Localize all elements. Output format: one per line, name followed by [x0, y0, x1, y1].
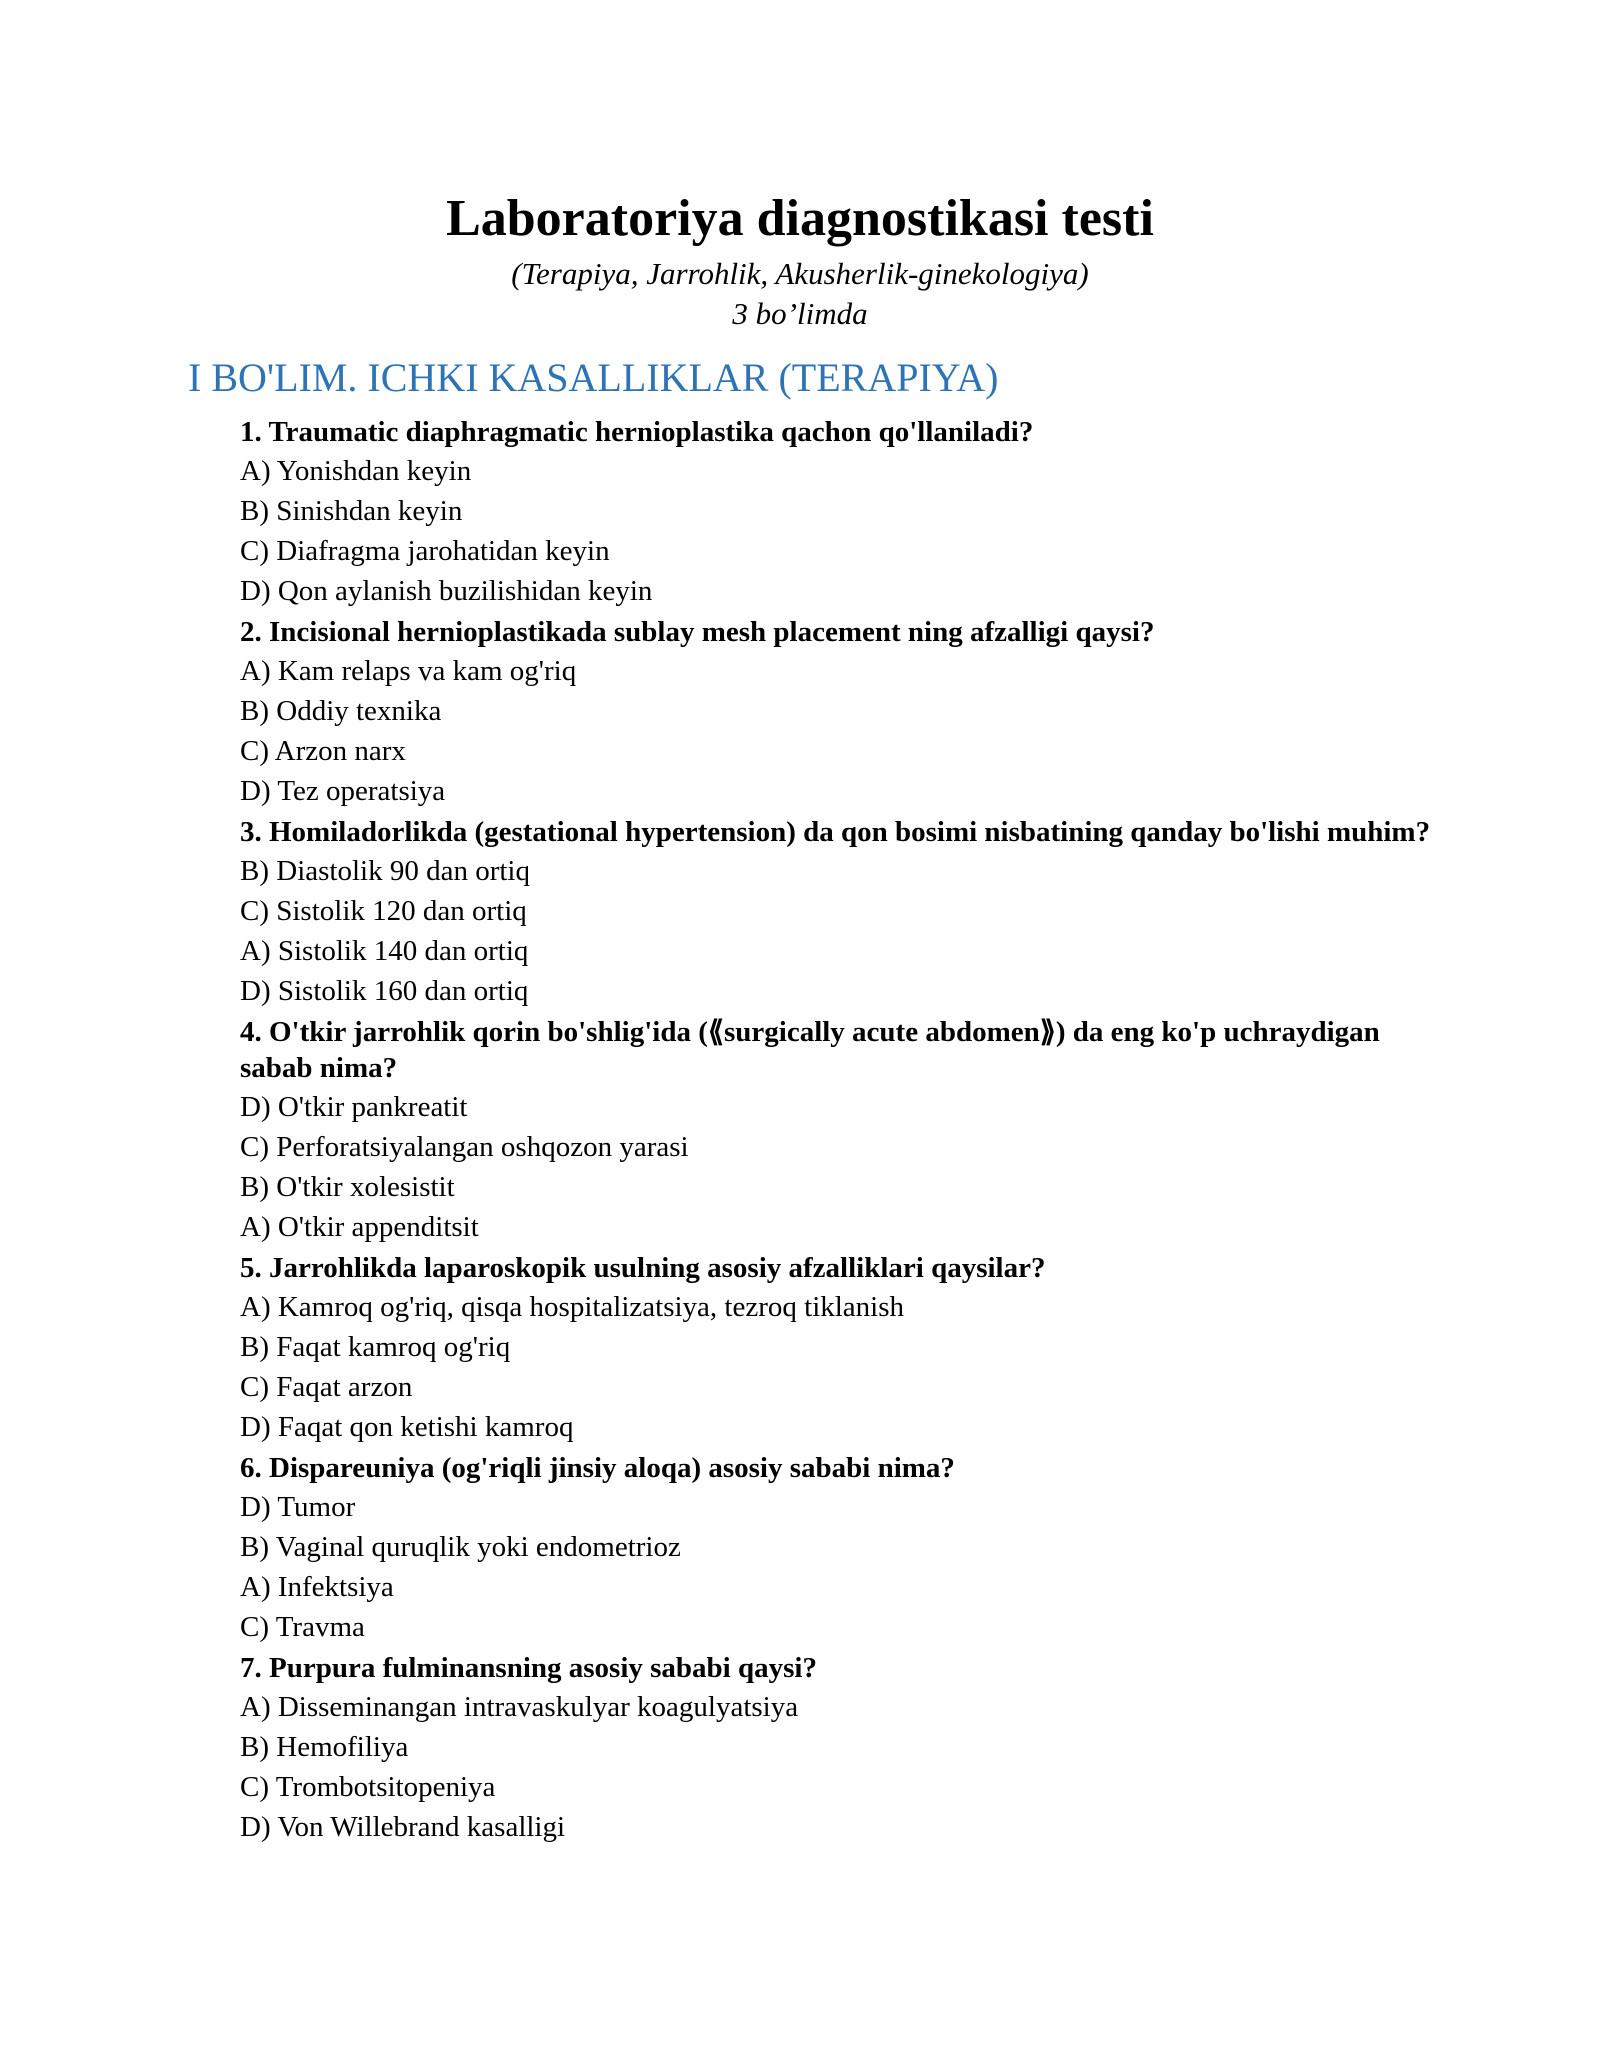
title-block: [0, 184, 1600, 334]
answer-option: C) Trombotsitopeniya: [240, 1771, 496, 1803]
answer-option: D) Qon aylanish buzilishidan keyin: [240, 575, 653, 607]
answer-option: C) Diafragma jarohatidan keyin: [240, 535, 610, 567]
question-text: 2. Incisional hernioplastikada sublay mesh placement ning afzalligi qaysi?: [240, 616, 1155, 648]
answer-option: C) Arzon narx: [240, 735, 406, 767]
question-6: [240, 1447, 1440, 1647]
answer-option: D) Faqat qon ketishi kamroq: [240, 1411, 574, 1443]
answer-option: D) Von Willebrand kasalligi: [240, 1811, 566, 1843]
question-list: [240, 411, 1440, 1847]
answer-option: B) Oddiy texnika: [240, 695, 442, 727]
answer-option: B) Faqat kamroq og'riq: [240, 1331, 511, 1363]
question-text: 6. Dispareuniya (og'riqli jinsiy aloqa) asosiy sababi nima?: [240, 1452, 955, 1484]
question-text: 4. O'tkir jarrohlik qorin bo'shlig'ida (⟪surgically acute abdomen⟫) da eng ko'p uchraydigan sabab nima?: [240, 1016, 1380, 1084]
section-heading: I BO'LIM. ICHKI KASALLIKLAR (TERAPIYA): [188, 355, 999, 400]
answer-option: B) O'tkir xolesistit: [240, 1171, 455, 1203]
answer-option: A) Sistolik 140 dan ortiq: [240, 935, 529, 967]
answer-option: A) Kamroq og'riq, qisqa hospitalizatsiya, tezroq tiklanish: [240, 1291, 905, 1323]
question-2: [240, 611, 1440, 811]
answer-option: B) Vaginal quruqlik yoki endometrioz: [240, 1531, 681, 1563]
answer-option: B) Sinishdan keyin: [240, 495, 463, 527]
answer-option: C) Perforatsiyalangan oshqozon yarasi: [240, 1131, 689, 1163]
document-title: Laboratoriya diagnostikasi testi: [446, 190, 1154, 247]
document-parts: 3 bo’limda: [732, 296, 868, 331]
question-text: 1. Traumatic diaphragmatic hernioplastika qachon qo'llaniladi?: [240, 416, 1034, 448]
answer-option: A) Disseminangan intravaskulyar koagulyatsiya: [240, 1691, 799, 1723]
answer-option: A) Kam relaps va kam og'riq: [240, 655, 577, 687]
answer-option: B) Hemofiliya: [240, 1731, 409, 1763]
answer-option: C) Faqat arzon: [240, 1371, 413, 1403]
question-text: 5. Jarrohlikda laparoskopik usulning asosiy afzalliklari qaysilar?: [240, 1252, 1046, 1284]
question-7: [240, 1647, 1440, 1847]
answer-option: B) Diastolik 90 dan ortiq: [240, 855, 530, 887]
question-text: 3. Homiladorlikda (gestational hypertension) da qon bosimi nisbatining qanday bo'lishi muhim?: [240, 816, 1431, 848]
answer-option: C) Sistolik 120 dan ortiq: [240, 895, 527, 927]
answer-option: D) Sistolik 160 dan ortiq: [240, 975, 529, 1007]
answer-option: C) Travma: [240, 1611, 365, 1643]
question-4: [240, 1011, 1440, 1247]
answer-option: D) Tumor: [240, 1491, 356, 1523]
document-subtitle: (Terapiya, Jarrohlik, Akusherlik-ginekologiya): [511, 256, 1089, 291]
question-5: [240, 1247, 1440, 1447]
answer-option: A) Yonishdan keyin: [240, 455, 472, 487]
answer-option: A) O'tkir appenditsit: [240, 1211, 479, 1243]
answer-option: D) O'tkir pankreatit: [240, 1091, 468, 1123]
answer-option: A) Infektsiya: [240, 1571, 394, 1603]
answer-option: D) Tez operatsiya: [240, 775, 446, 807]
question-1: [240, 411, 1440, 611]
question-text: 7. Purpura fulminansning asosiy sababi qaysi?: [240, 1652, 817, 1684]
question-3: [240, 811, 1440, 1011]
